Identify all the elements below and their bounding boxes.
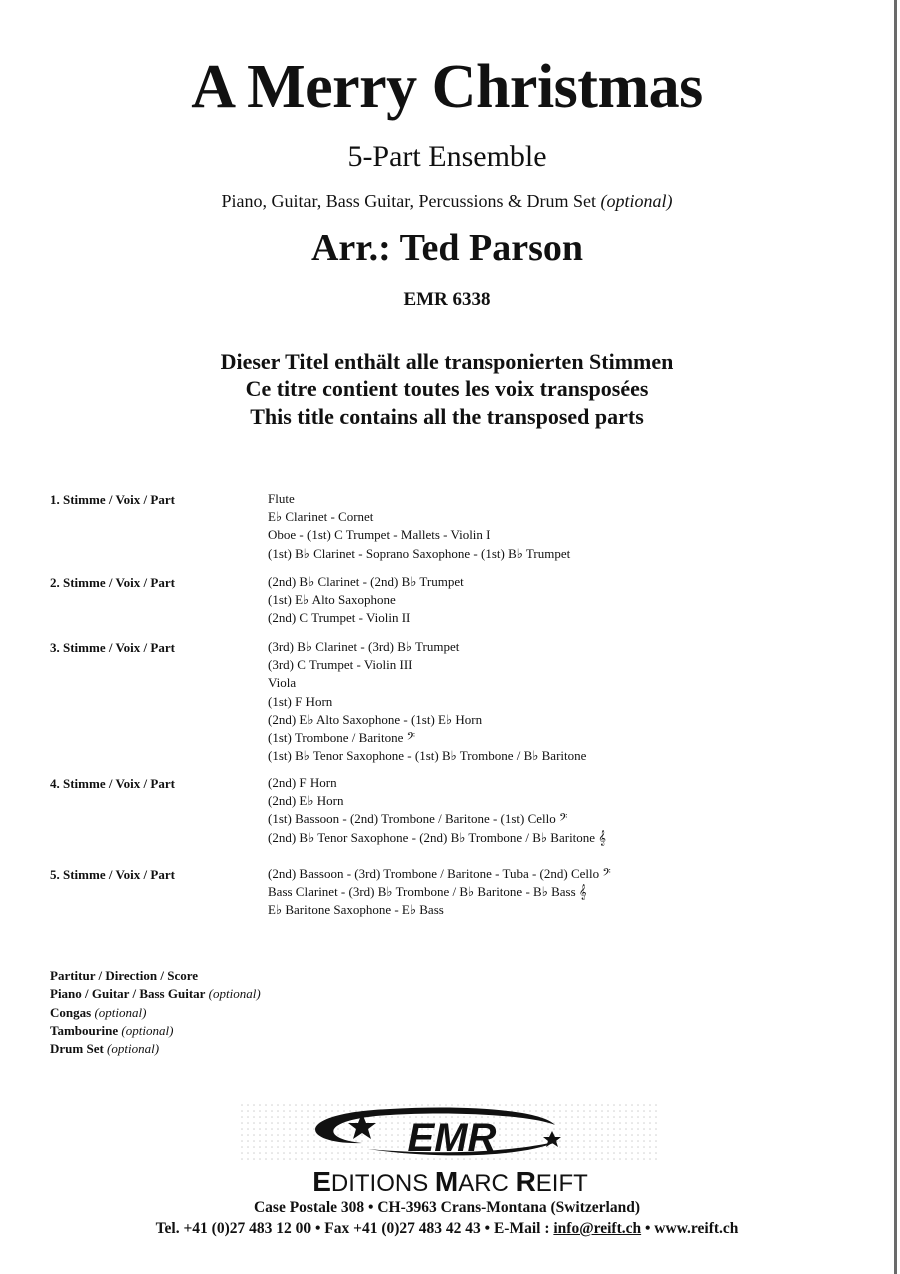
page-title: A Merry Christmas: [191, 53, 703, 121]
part-list-1: [268, 490, 570, 563]
instrument: (2nd) Bassoon - (3rd) Trombone / Baritone - Tuba - (2nd) Cello 𝄢: [268, 866, 611, 881]
instrument: (1st) F Horn: [268, 693, 333, 709]
arranger: Arr.: Ted Parson: [310, 227, 583, 269]
instrument: Flute: [268, 491, 295, 506]
part-list-2: [268, 573, 464, 628]
instrument: (1st) B♭ Tenor Saxophone - (1st) B♭ Trombone / B♭ Baritone: [268, 748, 587, 764]
notice-german: Dieser Titel enthält alle transponierten Stimmen: [220, 349, 674, 374]
instrument: (3rd) B♭ Clarinet - (3rd) B♭ Trumpet: [268, 639, 460, 654]
notice-english: This title contains all the transposed parts: [250, 404, 644, 429]
part-label-2: 2. Stimme / Voix / Part: [50, 575, 175, 590]
publisher-logo: [240, 1103, 660, 1195]
instrumentation: [0, 191, 894, 212]
instrument: E♭ Baritone Saxophone - E♭ Bass: [268, 902, 444, 918]
instrument: (3rd) C Trumpet - Violin III: [268, 657, 413, 673]
instrument: (1st) Bassoon - (2nd) Trombone / Baritone - (1st) Cello 𝄢: [268, 811, 568, 827]
extra-parts-list: [50, 967, 261, 1058]
instrument: Viola: [268, 675, 297, 691]
part-label-3: 3. Stimme / Voix / Part: [50, 640, 175, 655]
catalog-number: EMR 6338: [403, 289, 491, 310]
instrument: Oboe - (1st) C Trumpet - Mallets - Violin I: [268, 527, 491, 543]
extra-part: Tambourine (optional): [50, 1022, 174, 1038]
extra-part: Partitur / Direction / Score: [50, 968, 199, 983]
instrument: (1st) Trombone / Baritone 𝄢: [268, 729, 416, 745]
subtitle: 5-Part Ensemble: [347, 140, 547, 173]
notice-french: Ce titre contient toutes les voix transposées: [245, 376, 649, 401]
instrument: (2nd) E♭ Horn: [268, 793, 344, 809]
instrumentation-text: Piano, Guitar, Bass Guitar, Percussions & Drum Set: [221, 191, 597, 211]
extra-part: Congas (optional): [50, 1004, 147, 1020]
part-label-4: 4. Stimme / Voix / Part: [50, 776, 175, 791]
instrument: (2nd) E♭ Alto Saxophone - (1st) E♭ Horn: [268, 711, 483, 727]
part-list-4: [268, 774, 606, 847]
website: • www.reift.ch: [641, 1220, 739, 1237]
logo-emr-text: EMR: [407, 1116, 497, 1160]
logo-publisher-name: EDITIONS MARC REIFT: [312, 1166, 588, 1195]
email-link[interactable]: info@reift.ch: [553, 1220, 642, 1237]
instrument: (2nd) B♭ Tenor Saxophone - (2nd) B♭ Trombone / B♭ Baritone 𝄞: [268, 829, 606, 845]
contact-phone-fax: Tel. +41 (0)27 483 12 00 • Fax +41 (0)27 483 42 43 • E-Mail :: [155, 1220, 554, 1237]
instrument: (2nd) F Horn: [268, 775, 337, 790]
page-edge: [894, 0, 897, 1274]
part-label-5: 5. Stimme / Voix / Part: [50, 867, 175, 882]
part-list-5: [268, 865, 611, 920]
instrument: E♭ Clarinet - Cornet: [268, 509, 374, 525]
instrument: (2nd) C Trumpet - Violin II: [268, 610, 411, 626]
extra-part: Piano / Guitar / Bass Guitar (optional): [50, 986, 261, 1002]
publisher-contact: [0, 1220, 894, 1238]
instrument: (1st) E♭ Alto Saxophone: [268, 592, 396, 608]
extra-part: Drum Set (optional): [50, 1041, 160, 1057]
part-label-1: 1. Stimme / Voix / Part: [50, 492, 175, 507]
instrument: (1st) B♭ Clarinet - Soprano Saxophone - (1st) B♭ Trumpet: [268, 545, 571, 561]
instrumentation-note: (optional): [600, 191, 673, 211]
instrument: (2nd) B♭ Clarinet - (2nd) B♭ Trumpet: [268, 574, 464, 589]
publisher-address: Case Postale 308 • CH-3963 Crans-Montana (Switzerland): [253, 1199, 640, 1216]
part-list-3: [268, 638, 586, 765]
instrument: Bass Clarinet - (3rd) B♭ Trombone / B♭ Baritone - B♭ Bass 𝄞: [268, 884, 587, 900]
